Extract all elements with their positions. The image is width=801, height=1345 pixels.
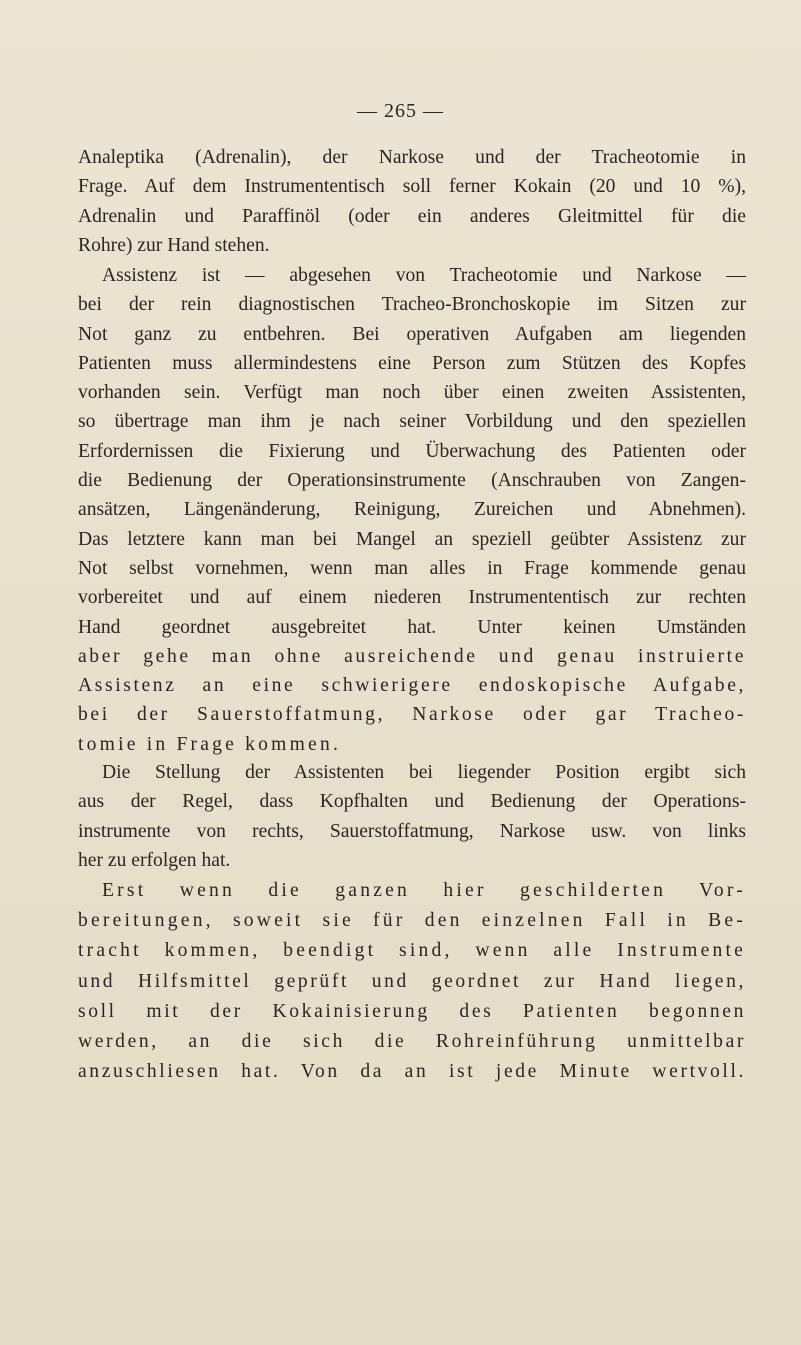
text-line: her zu erfolgen hat. (78, 849, 231, 871)
paragraph-2 (78, 261, 746, 759)
text-line: Hand geordnet ausgebreitet hat. Unter keinen Umständen (78, 616, 746, 638)
text-line: werden, an die sich die Rohreinführung unmittelbar (78, 1031, 746, 1053)
text-line: Not selbst vornehmen, wenn man alles in Frage kommende genau (78, 557, 746, 579)
text-line: Erst wenn die ganzen hier geschilderten Vor- (102, 880, 746, 901)
text-line: instrumente von rechts, Sauerstoffatmung, Narkose usw. von links (78, 820, 746, 842)
text-line: Rohre) zur Hand stehen. (78, 234, 270, 256)
paragraph-4 (78, 876, 746, 1087)
text-line: Not ganz zu entbehren. Bei operativen Aufgaben am liegenden (78, 323, 746, 345)
text-line: und Hilfsmittel geprüft und geordnet zur Hand liegen, (78, 970, 746, 992)
text-line: Adrenalin und Paraffinöl (oder ein anderes Gleitmittel für die (78, 205, 746, 227)
text-line: Frage. Auf dem Instrumententisch soll ferner Kokain (20 und 10 %), (78, 176, 746, 198)
text-line: aber gehe man ohne ausreichende und genau instruierte (78, 645, 746, 667)
text-line: ansätzen, Längenänderung, Reinigung, Zureichen und Abnehmen). (78, 499, 746, 521)
text-line: vorhanden sein. Verfügt man noch über einen zweiten Assistenten, (78, 382, 746, 404)
text-line: Erfordernissen die Fixierung und Überwachung des Patienten oder (78, 440, 746, 462)
text-line: vorbereitet und auf einem niederen Instrumententisch zur rechten (78, 587, 746, 609)
paragraph-1 (78, 143, 746, 260)
text-line: soll mit der Kokainisierung des Patienten begonnen (78, 1000, 746, 1022)
page-number: — 265 — (357, 100, 444, 122)
text-line: Patienten muss allermindestens eine Person zum Stützen des Kopfes (78, 352, 746, 374)
text-line: anzuschliesen hat. Von da an ist jede Minute wertvoll. (78, 1061, 746, 1083)
text-line: bei der rein diagnostischen Tracheo-Bronchoskopie im Sitzen zur (78, 294, 746, 316)
text-line: Assistenz an eine schwierigere endoskopische Aufgabe, (78, 675, 746, 697)
text-line: bei der Sauerstoffatmung, Narkose oder gar Tracheo- (78, 704, 746, 726)
paragraph-3 (78, 758, 746, 875)
text-line: Assistenz ist — abgesehen von Tracheotomie und Narkose — (102, 265, 746, 286)
text-line: die Bedienung der Operationsinstrumente (Anschrauben von Zangen- (78, 470, 746, 492)
text-line: so übertrage man ihm je nach seiner Vorbildung und den speziellen (78, 411, 746, 433)
text-line: Analeptika (Adrenalin), der Narkose und der Tracheotomie in (78, 147, 746, 168)
text-line: tomie in Frage kommen. (78, 733, 342, 755)
text-line: tracht kommen, beendigt sind, wenn alle Instrumente (78, 940, 746, 962)
text-line: Die Stellung der Assistenten bei liegender Position ergibt sich (102, 762, 746, 783)
text-line: Das letztere kann man bei Mangel an speziell geübter Assistenz zur (78, 528, 746, 550)
text-line: bereitungen, soweit sie für den einzelnen Fall in Be- (78, 910, 746, 932)
text-line: aus der Regel, dass Kopfhalten und Bedienung der Operations- (78, 791, 746, 813)
